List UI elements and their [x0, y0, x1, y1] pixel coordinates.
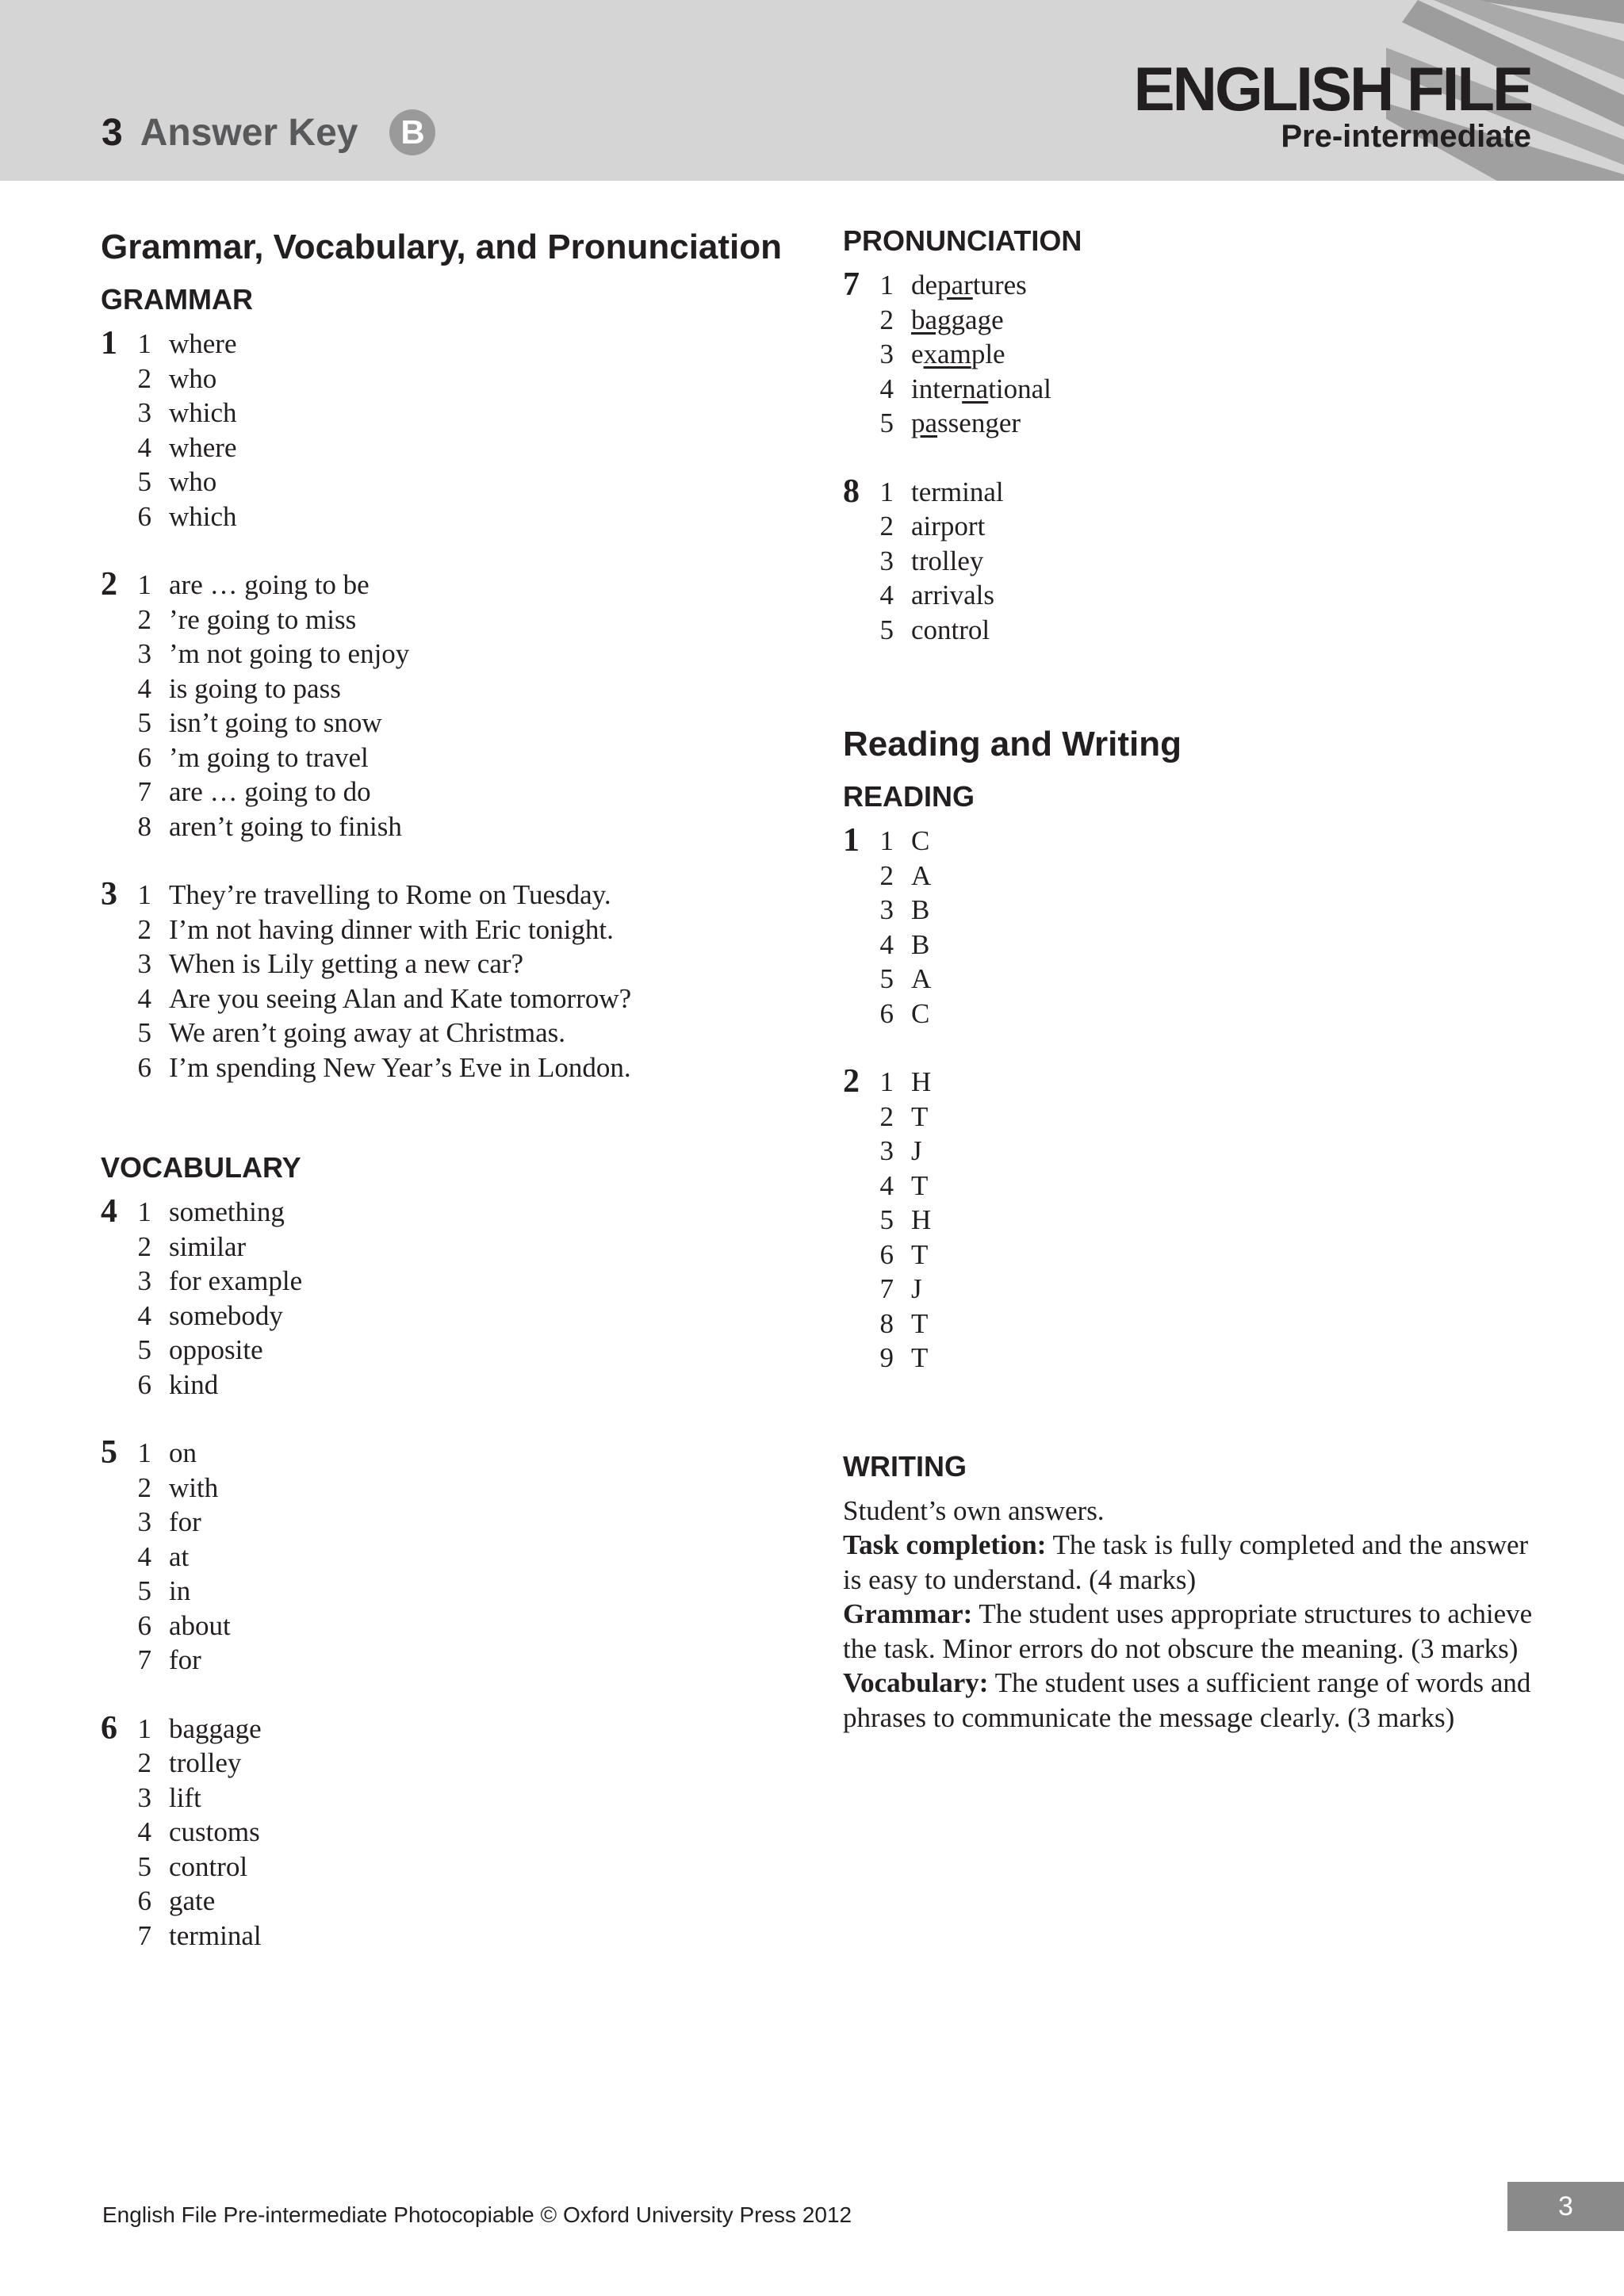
answer-text: isn’t going to snow [169, 707, 382, 738]
answer-item [134, 1505, 231, 1540]
answer-item [134, 706, 409, 740]
answer-number: 1 [137, 1712, 151, 1744]
answer-text: C [911, 997, 930, 1029]
answer-number: 5 [137, 466, 151, 497]
answer-list [134, 1436, 231, 1678]
answer-item [134, 1574, 231, 1609]
footer-copyright [102, 2202, 852, 2228]
answer-item [134, 1436, 231, 1471]
answer-number: 3 [137, 397, 151, 428]
exercise-number: 4 [101, 1193, 117, 1230]
answer-text: are … going to do [169, 776, 371, 807]
exercise-number: 8 [843, 473, 860, 510]
answer-number: 3 [137, 1265, 151, 1296]
exercise-number: 2 [843, 1063, 860, 1100]
answer-item [134, 1712, 262, 1747]
answer-text: for example [169, 1265, 303, 1296]
answer-item [134, 327, 237, 362]
answer-text: opposite [169, 1334, 263, 1365]
answer-number: 3 [879, 1135, 894, 1166]
answer-text: for [169, 1644, 201, 1675]
answer-item [876, 1065, 931, 1100]
reading-heading: READING [843, 780, 975, 813]
answer-number: 7 [137, 1919, 151, 1951]
stressed-syllable: na [962, 373, 989, 404]
answer-text: control [169, 1850, 248, 1882]
answer-number: 3 [879, 894, 894, 925]
grammar-criteria-label: Grammar: [843, 1598, 973, 1629]
answer-text: something [169, 1196, 285, 1227]
answer-number: 6 [137, 1368, 151, 1400]
answer-item [876, 1272, 931, 1307]
answer-text: ’m going to travel [169, 741, 369, 773]
answer-number: 3 [137, 1781, 151, 1813]
answer-item [134, 1781, 262, 1816]
task-completion-label: Task completion: [843, 1529, 1047, 1560]
exercise-5 [101, 1436, 799, 1678]
grammar-criteria-text: The student uses appropriate structures to achieve the task. Minor errors do not obscure the meaning. (3 marks) [843, 1598, 1533, 1664]
answer-item [134, 1368, 302, 1402]
answer-text: We aren’t going away at Christmas. [169, 1017, 566, 1048]
answer-item [134, 947, 631, 982]
vocabulary-criteria-text: The student uses a sufficient range of words and phrases to communicate the message clearly. (3 marks) [843, 1667, 1531, 1733]
answer-item [876, 613, 1004, 648]
answer-number: 5 [879, 1204, 894, 1235]
exercise-number: 5 [101, 1434, 117, 1471]
brand-title: ENGLISH FILE [1133, 54, 1531, 124]
answer-text: which [169, 500, 237, 532]
answer-number: 6 [879, 1238, 894, 1270]
answer-number: 4 [879, 928, 894, 960]
answer-number: 2 [137, 1747, 151, 1778]
answer-number: 1 [137, 1196, 151, 1227]
answer-text: somebody [169, 1299, 283, 1331]
answer-item [876, 475, 1004, 510]
answer-item [876, 1134, 931, 1169]
answer-number: 6 [137, 1609, 151, 1641]
answer-number: 5 [137, 1334, 151, 1365]
answer-text: terminal [169, 1919, 262, 1951]
answer-number: 5 [879, 408, 894, 438]
answer-number: 6 [137, 1885, 151, 1916]
answer-text: on [169, 1437, 197, 1468]
answer-list [876, 1065, 931, 1376]
answer-item [134, 878, 631, 913]
answer-number: 5 [137, 707, 151, 738]
stressed-syllable: bag [911, 304, 952, 335]
answer-number: 5 [137, 1850, 151, 1882]
answer-item [134, 672, 409, 706]
answer-item [876, 1238, 931, 1272]
answer-text: at [169, 1540, 190, 1572]
answer-item [134, 1195, 302, 1230]
answer-item [134, 430, 237, 465]
answer-number: 2 [879, 859, 894, 891]
answer-number: 3 [879, 339, 894, 369]
answer-text: A [911, 963, 932, 994]
answer-number: 3 [879, 545, 894, 576]
answer-item [134, 499, 237, 534]
answer-item [134, 1919, 262, 1954]
answer-text: ’m not going to enjoy [169, 638, 410, 669]
answer-number: 7 [137, 1644, 151, 1675]
answer-text: H [911, 1204, 932, 1235]
answer-number: 3 [137, 638, 151, 669]
answer-text: J [911, 1273, 922, 1304]
answer-text: H [911, 1066, 932, 1097]
unit-title [102, 109, 435, 155]
answer-text: similar [169, 1230, 247, 1262]
answer-number: 7 [137, 776, 151, 807]
answer-list [876, 824, 931, 1031]
answer-item [134, 1850, 262, 1885]
answer-text: kind [169, 1368, 219, 1400]
brand-logo [1133, 54, 1531, 154]
answer-item [134, 1230, 302, 1265]
answer-item [134, 465, 237, 499]
answer-text: A [911, 859, 932, 891]
answer-text: with [169, 1471, 219, 1503]
answer-item [876, 928, 931, 962]
answer-item [134, 1050, 631, 1085]
exercise-number: 1 [101, 325, 117, 362]
page-header [0, 0, 1624, 181]
answer-text: terminal [911, 476, 1004, 507]
exercise-6 [101, 1709, 799, 1954]
brand-level: Pre-intermediate [1281, 119, 1531, 154]
unit-title-text: Answer Key [140, 111, 358, 154]
exercise-3 [101, 878, 799, 1085]
answer-number: 6 [137, 741, 151, 773]
answer-list [876, 475, 1004, 648]
answer-text: who [169, 362, 217, 394]
exercise-1 [101, 327, 799, 534]
answer-number: 3 [137, 1506, 151, 1537]
left-column [101, 224, 799, 1987]
answer-number: 5 [137, 1575, 151, 1606]
answer-text: about [169, 1609, 231, 1641]
answer-item [876, 406, 1051, 441]
footer-copyright-text: Photocopiable © Oxford University Press 2012 [393, 2202, 852, 2227]
answer-number: 2 [137, 913, 151, 945]
answer-text: is going to pass [169, 672, 341, 704]
answer-text: baggage [169, 1712, 262, 1744]
answer-text: who [169, 466, 217, 497]
answer-text: customs [169, 1816, 260, 1847]
answer-text: airport [911, 511, 986, 541]
answer-text: T [911, 1307, 929, 1339]
answer-item [134, 1884, 262, 1919]
stressed-syllable: pa [911, 408, 938, 438]
answer-item [134, 1299, 302, 1334]
answer-number: 5 [879, 614, 894, 645]
answer-text: T [911, 1342, 929, 1373]
answer-text: J [911, 1135, 922, 1166]
answer-text: B [911, 894, 930, 925]
answer-list [876, 268, 1051, 441]
answer-list [134, 878, 631, 1085]
answer-item [134, 362, 237, 396]
page-number: 3 [1507, 2182, 1624, 2231]
answer-text: T [911, 1238, 929, 1270]
answer-number: 7 [879, 1273, 894, 1304]
answer-list [134, 327, 237, 534]
answer-number: 1 [879, 476, 894, 507]
answer-number: 1 [137, 1437, 151, 1468]
answer-item [134, 1609, 231, 1644]
answer-text: control [911, 614, 990, 645]
answer-text: which [169, 397, 237, 428]
answer-item [876, 962, 931, 997]
answer-number: 6 [137, 1051, 151, 1083]
exercise-number: 7 [843, 266, 860, 303]
answer-item [134, 568, 409, 603]
exercise-8 [843, 475, 1541, 648]
answer-item [134, 1471, 231, 1506]
answer-text: where [169, 431, 237, 463]
answer-item [876, 303, 1051, 338]
writing-criteria [843, 1494, 1541, 1735]
answer-number: 1 [879, 270, 894, 300]
answer-item [876, 268, 1051, 303]
answer-list [134, 1195, 302, 1402]
answer-number: 3 [137, 948, 151, 979]
answer-item [876, 1100, 931, 1135]
answer-item [134, 1016, 631, 1050]
answer-item [876, 859, 931, 894]
answer-item [876, 1169, 931, 1203]
answer-text: I’m spending New Year’s Eve in London. [169, 1051, 631, 1083]
pronunciation-heading: PRONUNCIATION [843, 224, 1082, 257]
answer-text: are … going to be [169, 569, 370, 600]
exercise-number: 6 [101, 1709, 117, 1747]
answer-number: 2 [879, 1100, 894, 1132]
answer-number: 4 [879, 373, 894, 404]
answer-item [876, 337, 1051, 372]
answer-text: example [911, 339, 1005, 369]
answer-item [876, 1341, 931, 1376]
answer-number: 1 [137, 879, 151, 910]
stressed-syllable: xam [923, 339, 971, 369]
answer-item [134, 809, 409, 844]
answer-number: 1 [879, 825, 894, 856]
answer-number: 1 [879, 1066, 894, 1097]
answer-item [134, 775, 409, 809]
answer-number: 5 [137, 1017, 151, 1048]
stressed-syllable: par [937, 270, 973, 300]
answer-number: 2 [137, 1471, 151, 1503]
answer-number: 4 [137, 431, 151, 463]
answer-item [134, 1643, 231, 1678]
right-column [843, 224, 1541, 1735]
version-badge: B [389, 109, 435, 155]
answer-text: T [911, 1169, 929, 1201]
answer-number: 8 [137, 810, 151, 842]
answer-item [876, 1307, 931, 1341]
answer-number: 2 [137, 603, 151, 635]
answer-item [876, 824, 931, 859]
answer-number: 8 [879, 1307, 894, 1339]
exercise-2 [101, 568, 799, 844]
section-title-rw: Reading and Writing [843, 725, 1182, 763]
answer-item [876, 1203, 931, 1238]
answer-list [134, 568, 409, 844]
exercise-number: 3 [101, 876, 117, 913]
vocabulary-criteria-label: Vocabulary: [843, 1667, 989, 1698]
answer-text: lift [169, 1781, 201, 1813]
answer-item [134, 740, 409, 775]
reading-exercise-1 [843, 824, 1541, 1031]
footer-book-title: English File Pre-intermediate [102, 2202, 388, 2227]
answer-text: trolley [911, 545, 984, 576]
answer-number: 9 [879, 1342, 894, 1373]
writing-heading: WRITING [843, 1449, 967, 1483]
answer-text: gate [169, 1885, 216, 1916]
answer-text: arrivals [911, 580, 994, 610]
answer-text: for [169, 1506, 201, 1537]
section-title-gvp: Grammar, Vocabulary, and Pronunciation [101, 228, 783, 266]
answer-item [134, 1746, 262, 1781]
answer-text: I’m not having dinner with Eric tonight. [169, 913, 614, 945]
vocabulary-heading: VOCABULARY [101, 1151, 301, 1184]
answer-item [134, 1815, 262, 1850]
answer-number: 2 [879, 304, 894, 335]
answer-text: Are you seeing Alan and Kate tomorrow? [169, 982, 632, 1014]
answer-number: 2 [879, 511, 894, 541]
answer-number: 4 [137, 1299, 151, 1331]
answer-item [134, 913, 631, 947]
answer-item [876, 997, 931, 1031]
exercise-number: 1 [843, 822, 860, 859]
answer-text: They’re travelling to Rome on Tuesday. [169, 879, 611, 910]
answer-item [134, 396, 237, 430]
answer-list [134, 1712, 262, 1954]
answer-number: 6 [137, 500, 151, 532]
answer-text: B [911, 928, 930, 960]
answer-item [134, 1333, 302, 1368]
answer-number: 4 [137, 672, 151, 704]
answer-item [134, 1264, 302, 1299]
answer-number: 4 [879, 580, 894, 610]
answer-text: passenger [911, 408, 1021, 438]
answer-item [876, 509, 1004, 544]
answer-number: 6 [879, 997, 894, 1029]
reading-exercise-2 [843, 1065, 1541, 1376]
answer-text: international [911, 373, 1051, 404]
answer-item [134, 1540, 231, 1575]
answer-item [134, 982, 631, 1016]
answer-text: where [169, 328, 237, 359]
answer-item [134, 637, 409, 672]
answer-number: 5 [879, 963, 894, 994]
answer-number: 4 [137, 1540, 151, 1572]
exercise-4 [101, 1195, 799, 1402]
answer-text: C [911, 825, 930, 856]
answer-item [876, 893, 931, 928]
answer-text: departures [911, 270, 1027, 300]
task-completion-text: The task is fully completed and the answer is easy to understand. (4 marks) [843, 1529, 1529, 1595]
answer-number: 2 [137, 1230, 151, 1262]
answer-text: T [911, 1100, 929, 1132]
answer-number: 4 [879, 1169, 894, 1201]
answer-item [876, 544, 1004, 579]
answer-text: aren’t going to finish [169, 810, 402, 842]
grammar-heading: GRAMMAR [101, 283, 253, 316]
unit-number: 3 [102, 111, 123, 154]
answer-text: When is Lily getting a new car? [169, 948, 524, 979]
answer-text: trolley [169, 1747, 242, 1778]
answer-item [134, 603, 409, 637]
answer-number: 1 [137, 328, 151, 359]
answer-number: 2 [137, 362, 151, 394]
answer-item [876, 578, 1004, 613]
answer-item [876, 372, 1051, 407]
writing-intro: Student’s own answers. [843, 1494, 1105, 1526]
answer-number: 4 [137, 1816, 151, 1847]
exercise-number: 2 [101, 566, 117, 603]
answer-text: baggage [911, 304, 1004, 335]
answer-number: 1 [137, 569, 151, 600]
answer-number: 4 [137, 982, 151, 1014]
answer-text: ’re going to miss [169, 603, 357, 635]
answer-text: in [169, 1575, 191, 1606]
exercise-7 [843, 268, 1541, 441]
